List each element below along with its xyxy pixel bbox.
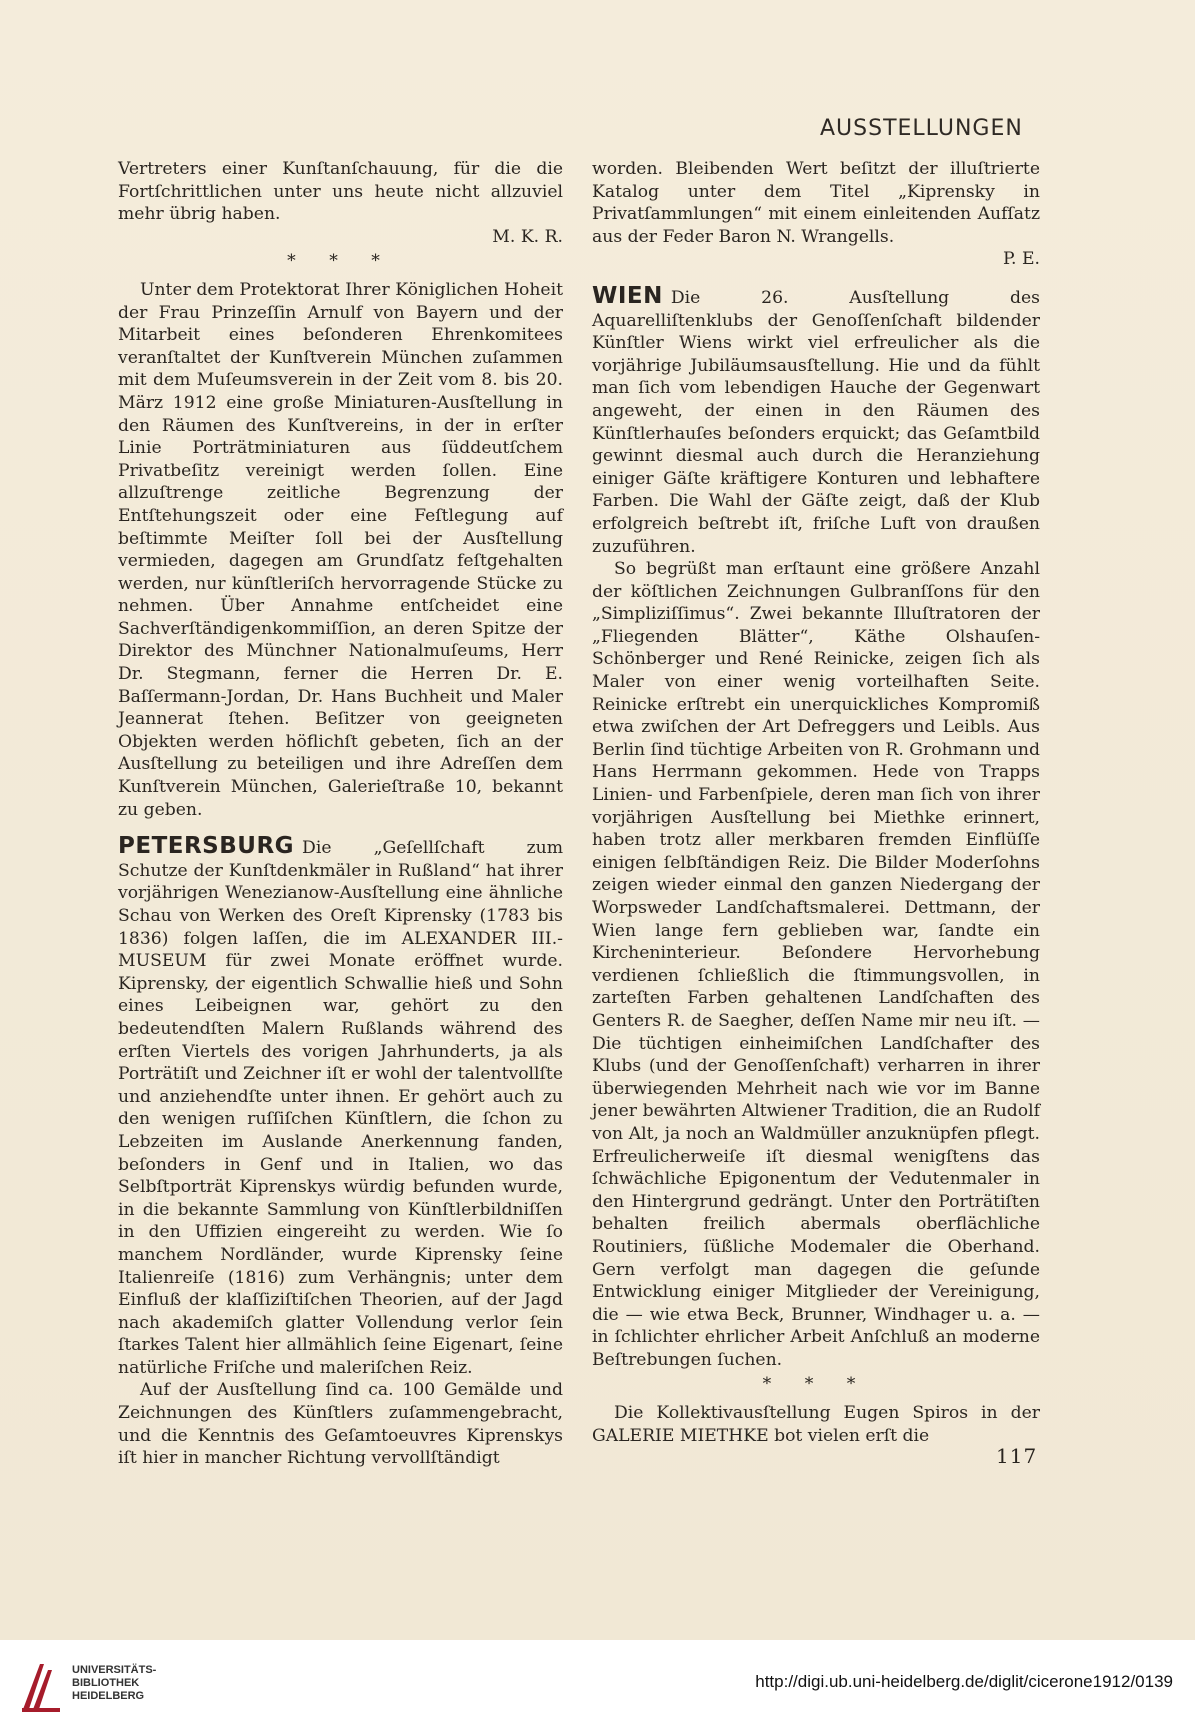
right-column: [592, 158, 1040, 1447]
wien-section: [592, 282, 1040, 558]
petersburg-paragraph: Die „Geſellſchaft zum Schutze der Kunſtdenkmäler in Rußland“ hat ihrer vorjährigen Wenezianow-Ausſtellung eine ähnliche Schau von Werken des Oreſt Kiprensky (1783 bis 1836) folgen laſſen, die im ALEXANDER III.-MUSEUM für zwei Monate eröffnet wurde. Kiprensky, der eigentlich Schwallie hieß und Sohn eines Leibeignen war, gehört zu den bedeutendſten Malern Rußlands während des erſten Viertels des vorigen Jahrhunderts, ja als Porträtiſt und Zeichner iſt er wohl der talentvollſte und anziehendſte unter ihnen. Er gehört auch zu den wenigen ruſſiſchen Künſtlern, die ſchon zu Lebzeiten im Auslande Anerkennung fanden, beſonders in Genf und in Italien, wo das Selbſtporträt Kiprenskys würdig befunden wurde, in die bekannte Sammlung von Künſtlerbildniſſen in den Uffizien eingereiht zu werden. Wie ſo manchem Nordländer, wurde Kiprensky ſeine Italienreiſe (1816) zum Verhängnis; unter dem Einfluß der klaſſiziſtiſchen Theorien, auf der Jagd nach akademiſch glatter Vollendung verlor ſein ſtarkes Talent hier allmählich ſeine Eigenart, ſeine natürliche Friſche und maleriſchen Reiz.: [118, 838, 563, 1378]
city-heading-petersburg: PETERSBURG: [118, 833, 295, 860]
intro-paragraph: Vertreters einer Kunſtanſchauung, für die die Fortſchrittlichen unter uns heute nicht allzuviel mehr übrig haben.: [118, 159, 563, 225]
munich-paragraph: Unter dem Protektorat Ihrer Königlichen Hoheit der Frau Prinzeſſin Arnulf von Bayern und der Mitarbeit eines beſonderen Ehrenkomitees veranſtaltet der Kunſtverein München zuſammen mit dem Muſeumsverein in der Zeit vom 8. bis 20. März 1912 eine große Miniaturen-Ausſtellung in den Räumen des Kunſtvereins, in der in erſter Linie Porträtminiaturen aus ſüddeutſchem Privatbeſitz vereinigt werden ſollen. Eine allzuſtrenge zeitliche Begrenzung der Entſtehungszeit oder eine Feſtlegung auf beſtimmte Meiſter ſoll bei der Ausſtellung vermieden, dagegen am Grundſatz feſtgehalten werden, nur künſtleriſch hervorragende Stücke zu nehmen. Über Annahme entſcheidet eine Sachverſtändigenkommiſſion, an deren Spitze der Direktor des Münchner Nationalmuſeums, Herr Dr. Stegmann, ferner die Herren Dr. E. Baſſermann-Jordan, Dr. Hans Buchheit und Maler Jeannerat ſtehen. Beſitzer von geeigneten Objekten werden höflichſt gebeten, ſich an der Ausſtellung zu beteiligen und ihre Adreſſen dem Kunſtverein München, Galerieſtraße 10, bekannt zu geben.: [118, 279, 563, 820]
petersburg-paragraph-2: Auf der Ausſtellung ſind ca. 100 Gemälde und Zeichnungen des Künſtlers zuſammengebracht, und die Kenntnis des Geſamtoeuvres Kiprenskys iſt hier in mancher Richtung vervollſtändigt: [118, 1380, 563, 1469]
left-column: [118, 158, 563, 1470]
intro-signoff: [118, 226, 563, 249]
section-separator: * * *: [287, 251, 394, 272]
page-number: 117: [996, 1444, 1038, 1468]
final-paragraph: Die Kollektivausſtellung Eugen Spiros in der GALERIE MIETHKE bot vielen erſt die: [592, 1403, 1040, 1446]
author-initials-2: P. E.: [1002, 249, 1040, 270]
footer-bar: [0, 1640, 1195, 1734]
wien-paragraph: Die 26. Ausſtellung des Aquarelliſtenklubs der Genoſſenſchaft bildender Künſtler Wiens wirkt viel erfreulicher als die vorjährige Jubiläumsausſtellung. Hie und da fühlt man ſich vom lebendigen Hauche der Gegenwart angeweht, der einen in den Räumen des Künſtlerhauſes beſonders erquickt; das Geſamtbild gewinnt diesmal auch durch die Heranziehung einiger Gäſte kräftigere Konturen und lebhaftere Farben. Die Wahl der Gäſte zeigt, daß der Klub erfolgreich beſtrebt iſt, friſche Luft von draußen zuzuführen.: [592, 287, 1040, 557]
section-separator-2: * * *: [762, 1374, 870, 1395]
library-name: UNIVERSITÄTS- BIBLIOTHEK HEIDELBERG: [72, 1664, 157, 1702]
wien-paragraph-2: So begrüßt man erſtaunt eine größere Anzahl der köſtlichen Zeichnungen Gulbranſſons für den „Simpliziſſimus“. Zwei bekannte Illuſtratoren der „Fliegenden Blätter“, Käthe Olshauſen-Schönberger und René Reinicke, zeigen ſich als Maler von einer wenig vorteilhaften Seite. Reinicke erſtrebt ein unerquickliches Kompromiß etwa zwiſchen der Art Defreggers und Leibls. Aus Berlin ſind tüchtige Arbeiten von R. Grohmann und Hans Herrmann gekommen. Hede von Trapps Linien- und Farbenſpiele, deren man ſich von ihrer vorjährigen Ausſtellung bei Miethke erinnert, haben trotz aller merkbaren fremden Einflüſſe einigen ſelbſtändigen Reiz. Die Bilder Moderſohns zeigen wieder einmal den ganzen Niedergang der Worpsweder Landſchaftsmalerei. Dettmann, der Wien lange fern geblieben war, ſandte ein Kircheninterieur. Beſondere Hervorhebung verdienen ſchließlich die ſtimmungsvollen, in zarteſten Farben gehaltenen Landſchaften des Genters R. de Saegher, deſſen Name mir neu iſt. — Die tüchtigen einheimiſchen Landſchafter des Klubs (und der Genoſſenſchaft) verharren in ihrer überwiegenden Mehrheit nach wie vor im Banne jener bewährten Altwiener Tradition, die an Rudolf von Alt, ja noch an Waldmüller anzuknüpfen pflegt. Erfreulicherweiſe iſt diesmal wenigſtens das ſchwächliche Epigonentum der Vedutenmaler in den Hintergrund gedrängt. Unter den Porträtiſten behalten freilich abermals oberflächliche Routiniers, ſüßliche Modemaler die Oberhand. Gern verfolgt man dagegen die geſunde Entwicklung einiger Mitglieder der Vereinigung, die — wie etwa Beck, Brunner, Windhager u. a. — in ſchlichter ehrlicher Arbeit Anſchluß an moderne Beſtrebungen ſuchen.: [592, 559, 1040, 1370]
source-url-link[interactable]: http://digi.ub.uni-heidelberg.de/diglit/cicerone1912/0139: [755, 1672, 1173, 1691]
city-heading-wien: WIEN: [592, 282, 663, 309]
continued-signoff: [592, 248, 1040, 271]
continued-paragraph: worden. Bleibenden Wert beſitzt der illuſtrierte Katalog unter dem Titel „Kiprensky in Privatſammlungen“ mit einem einleitenden Aufſatz aus der Feder Baron N. Wrangells.: [592, 159, 1040, 247]
library-logo-icon: [18, 1660, 64, 1716]
petersburg-section: [118, 835, 563, 1379]
author-initials: M. K. R.: [492, 226, 563, 247]
running-head: AUSSTELLUNGEN: [820, 116, 1023, 141]
